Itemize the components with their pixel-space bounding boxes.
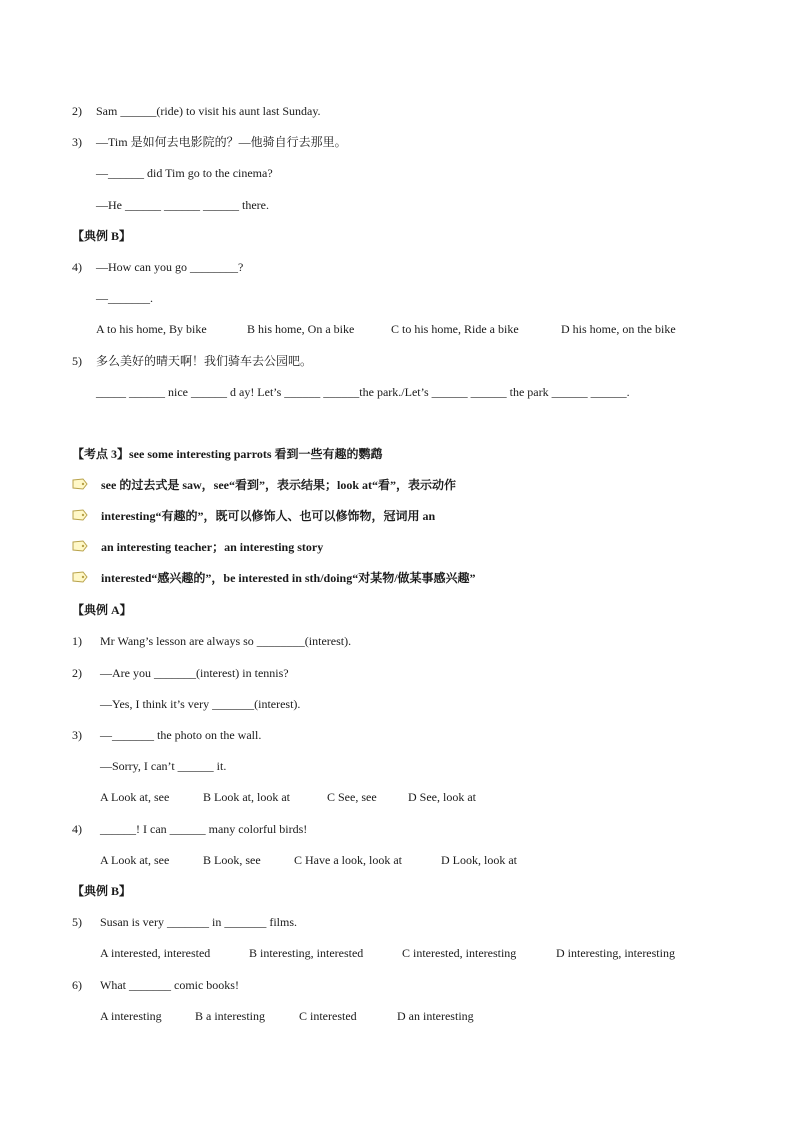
question-number: 3)	[72, 728, 82, 742]
question-text: —Tim 是如何去电影院的？—他骑自行去那里。	[96, 135, 347, 149]
option-b: B his home, On a bike	[247, 322, 355, 336]
question-text: Susan is very _______ in _______ films.	[100, 915, 297, 929]
question-number: 1)	[72, 634, 82, 648]
question-text: —Are you _______(interest) in tennis?	[100, 666, 289, 680]
option-c: C interested	[299, 1009, 357, 1023]
option-b: B Look, see	[203, 853, 261, 867]
question-number: 3)	[72, 135, 82, 149]
option-a: A to his home, By bike	[96, 322, 207, 336]
question-text: —_______ the photo on the wall.	[100, 728, 262, 742]
question-number: 2)	[72, 104, 82, 118]
option-c: C Have a look, look at	[294, 853, 402, 867]
tag-icon	[72, 540, 88, 552]
question-text: —How can you go ________?	[96, 260, 244, 274]
option-b: B Look at, look at	[203, 790, 290, 804]
option-d: D interesting, interesting	[556, 946, 675, 960]
option-d: D See, look at	[408, 790, 476, 804]
question-line: —_______.	[96, 291, 153, 305]
option-a: A Look at, see	[100, 853, 170, 867]
section-heading: 【典例 A】	[72, 603, 132, 617]
tag-icon	[72, 509, 88, 521]
point-bullet: interesting“有趣的”，既可以修饰人、也可以修饰物，冠词用 an	[101, 509, 436, 523]
question-text: What _______ comic books!	[100, 978, 239, 992]
question-text: ______! I can ______ many colorful birds!	[100, 822, 308, 836]
option-c: C to his home, Ride a bike	[391, 322, 519, 336]
section-heading: 【典例 B】	[72, 884, 132, 898]
question-number: 6)	[72, 978, 82, 992]
option-b: B interesting, interested	[249, 946, 364, 960]
question-number: 2)	[72, 666, 82, 680]
question-number: 4)	[72, 822, 82, 836]
option-a: A interesting	[100, 1009, 162, 1023]
option-d: D Look, look at	[441, 853, 517, 867]
question-text: Sam ______(ride) to visit his aunt last Sunday.	[96, 104, 321, 118]
option-b: B a interesting	[195, 1009, 265, 1023]
option-c: C See, see	[327, 790, 377, 804]
question-text: 多么美好的晴天啊！我们骑车去公园吧。	[96, 354, 313, 368]
section-heading: 【典例 B】	[72, 229, 132, 243]
point-bullet: interested“感兴趣的”，be interested in sth/doing“对某物/做某事感兴趣”	[101, 571, 476, 585]
tag-icon	[72, 571, 88, 583]
question-line: _____ ______ nice ______ d ay! Let’s ______ ______the park./Let’s ______ ______ the park ______ ______.	[96, 385, 630, 399]
question-number: 4)	[72, 260, 82, 274]
option-d: D an interesting	[397, 1009, 474, 1023]
point-bullet: an interesting teacher；an interesting story	[101, 540, 324, 554]
question-text: Mr Wang’s lesson are always so ________(interest).	[100, 634, 352, 648]
question-line: —Sorry, I can’t ______ it.	[100, 759, 227, 773]
question-number: 5)	[72, 915, 82, 929]
tag-icon	[72, 478, 88, 490]
point-bullet: see 的过去式是 saw，see“看到”，表示结果；look at“看”，表示动作	[101, 478, 456, 492]
option-a: A Look at, see	[100, 790, 170, 804]
option-a: A interested, interested	[100, 946, 211, 960]
question-line: —He ______ ______ ______ there.	[96, 198, 269, 212]
point-title: 【考点 3】see some interesting parrots 看到一些有趣的鹦鹉	[72, 447, 383, 461]
option-c: C interested, interesting	[402, 946, 517, 960]
option-d: D his home, on the bike	[561, 322, 676, 336]
question-line: —Yes, I think it’s very _______(interest).	[100, 697, 301, 711]
question-number: 5)	[72, 354, 82, 368]
question-line: —______ did Tim go to the cinema?	[96, 166, 273, 180]
